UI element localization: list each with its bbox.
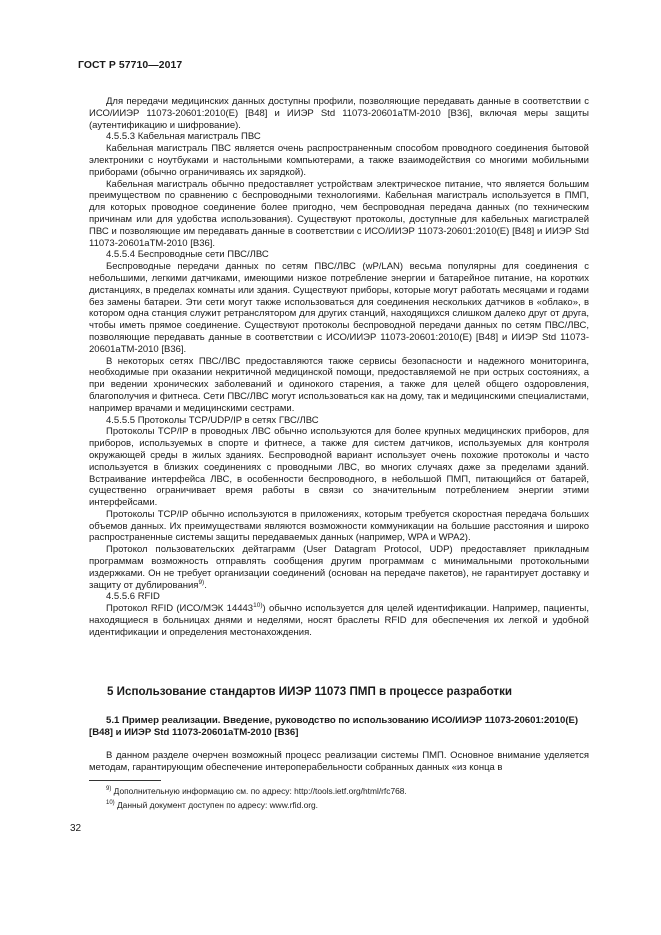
paragraph: Протоколы TCP/IP обычно используются в приложениях, которым требуется скоростная передача больших объемов данных. Их преимуществами являются возможности коммуникации на большие расстояния и широко распространенные системы защиты передаваемых данных (например, WPA и WPA2). bbox=[89, 508, 589, 544]
paragraph: В данном разделе очерчен возможный процесс реализации системы ПМП. Основное внимание уделяется методам, гарантирующим обеспечение интероперабельности собранных данных «из конца в bbox=[89, 750, 589, 773]
paragraph-text: Протокол RFID (ИСО/МЭК 14443 bbox=[106, 603, 254, 615]
footnote bbox=[106, 800, 318, 810]
paragraph: Для передачи медицинских данных доступны профили, позволяющие передавать данные в соответствии с ИСО/ИИЭР 11073-20601:2010(Е) [В48] и ИИЭР Std 11073-20601aTM-2010 [B36], включая меры защиты (аутентификацию и шифрование). bbox=[89, 96, 589, 131]
body-text bbox=[89, 96, 589, 639]
paragraph-text: ) обычно используется для целей идентификации. Например, пациенты, находящиеся в больницах днями и неделями, носят браслеты RFID для обеспечения их легкой и удобной идентификации и определения местонахождения. bbox=[89, 603, 590, 638]
paragraph: Кабельная магистраль ПВС является очень распространенным способом проводного соединения бытовой электроники с ноутбуками и настольными компьютерами, а также взаимодействия со многими мобильными приборами (обычно ограничиваясь их зарядкой). bbox=[89, 143, 589, 178]
footnote-mark: 10) bbox=[106, 800, 115, 807]
paragraph-end: . bbox=[204, 579, 207, 591]
standard-code-header: ГОСТ Р 57710—2017 bbox=[78, 60, 183, 71]
paragraph: Кабельная магистраль обычно предоставляет устройствам электрическое питание, что является большим преимуществом по сравнению с беспроводными технологиями. Кабельная магистраль используется в ПМП, для которых проводное соединение более пригодно, чем беспроводная передача данных (по техническим причинам или для удобства использования). Существуют протоколы, доступные для кабельных магистралей ПВС и позволяющие им передавать данные в соответствии с ИСО/ИИЭР 11073-20601:2010(Е) [В48] и ИИЭР Std 11073-20601aTM-2010 [B36]. bbox=[89, 178, 589, 249]
footnote-ref-9[interactable]: 9) bbox=[198, 578, 205, 586]
section-heading: 5 Использование стандартов ИИЭР 11073 ПМП в процессе разработки bbox=[107, 685, 513, 698]
footnote-ref-10[interactable]: 10) bbox=[253, 602, 263, 610]
subsection-heading: 4.5.5.3 Кабельная магистраль ПВС bbox=[106, 131, 261, 143]
footnote-divider bbox=[89, 780, 161, 781]
paragraph: Беспроводные передачи данных по сетям ПВС/ЛВС (wP/LAN) весьма популярны для соединения с небольшими, легкими датчиками, имеющими низкое потребление энергии и батарейное питание, на коротких дистанциях, в пределах комнаты или здания. Существуют приборы, которые могут работать месяцами и годами без замены батареи. Эти сети могут также использоваться для соединения нескольких датчиков в «облако», в котором одна станция служит ретранслятором для других станций, находящихся слишком далеко друг от друга, чтобы иметь прямое соединение. Существуют протоколы беспроводной передачи данных по сетям ПВС/ЛВС, позволяющие передавать данные в соответствии с ИСО/ИИЭР 11073-20601:2010(Е) [В48] и ИИЭР Std 11073-20601aTM-2010 [B36]. bbox=[89, 261, 589, 355]
paragraph: В некоторых сетях ПВС/ЛВС предоставляются также сервисы безопасности и надежного мониторинга, необходимые при оказании некритичной медицинской помощи, предоставляемой не при острых состояниях, а при ведении хронических заболеваний и одинокого старения, а также для целей общего оздоровления, благополучия и фитнеса. Сети ПВС/ЛВС могут использоваться как на дому, так и медицинскими специалистами, например врачами и медицинскими сестрами. bbox=[89, 355, 589, 414]
footnote-mark: 9) bbox=[106, 786, 112, 793]
footnote-text: Дополнительную информацию см. по адресу: http://tools.ietf.org/html/rfc768. bbox=[113, 786, 407, 796]
footnote-text: Данный документ доступен по адресу: www.rfid.org. bbox=[117, 800, 319, 810]
paragraph bbox=[89, 544, 589, 591]
paragraph-text: Протокол пользовательских дейтаграмм (User Datagram Protocol, UDP) предоставляет прикладным программам возможность отправлять сообщения другим программам с минимальными протокольными издержками. Он не требует организации соединений (основан на передаче пакетов), не гарантирует доставку и защиту от дублирования bbox=[89, 544, 589, 591]
subsection-heading: 4.5.5.5 Протоколы TCP/UDP/IP в сетях ГВС/ЛВС bbox=[106, 414, 319, 426]
subsection-heading: 4.5.5.4 Беспроводные сети ПВС/ЛВС bbox=[106, 249, 269, 261]
paragraph: Протоколы TCP/IP в проводных ЛВС обычно используются для более крупных медицинских приборов, для приборов, используемых в спорте и фитнесе, а также для систем датчиков, используемых для контроля окружающей среды в жилых зданиях. Беспроводной вариант использует очень похожие протоколы и часто используется в близких соединениях с проводными ЛВС, во многих случаях даже за пределами зданий. Встраивание интерфейса ЛВС, в особенности беспроводного, в небольшой ПМП, питающийся от батарей, существенно ограничивает время работы в связи со значительным потреблением энергии этими интерфейсами. bbox=[89, 426, 589, 509]
page-number: 32 bbox=[70, 823, 82, 834]
subsection-heading: 5.1 Пример реализации. Введение, руководство по использованию ИСО/ИИЭР 11073-20601:2010(Е) [В48] и ИИЭР Std 11073-20601aTM-2010 [B36] bbox=[89, 715, 579, 738]
subsection-heading: 4.5.5.6 RFID bbox=[106, 591, 160, 603]
paragraph bbox=[89, 603, 589, 638]
footnote bbox=[106, 786, 407, 796]
